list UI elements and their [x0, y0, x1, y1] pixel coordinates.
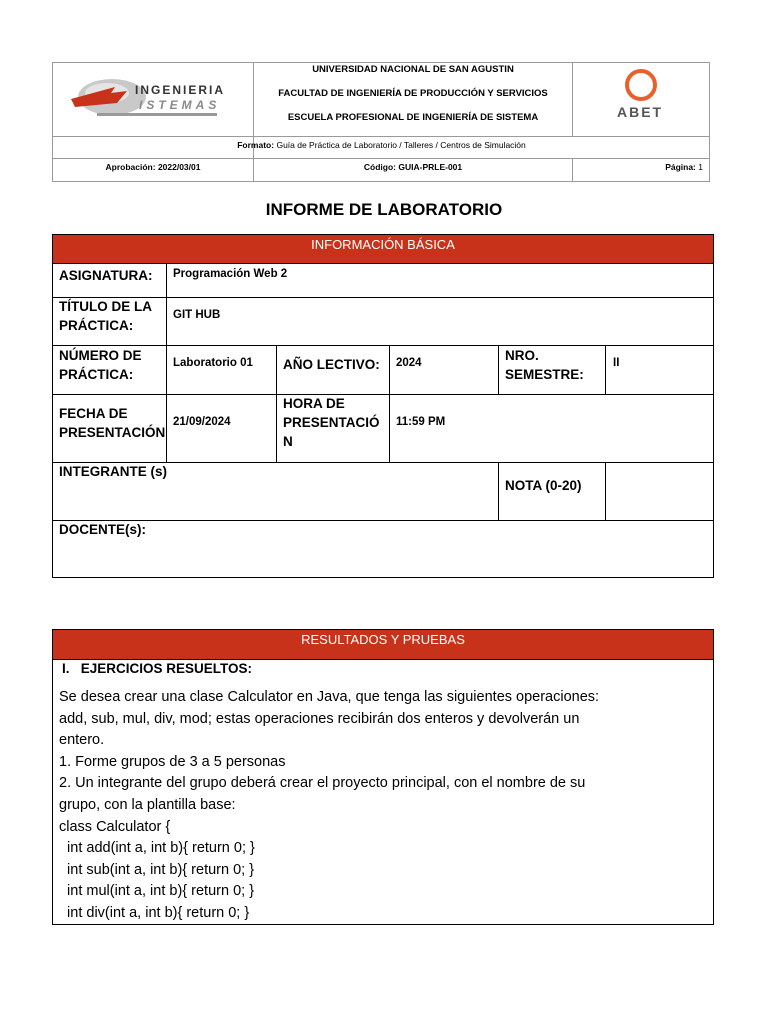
page-value: 1 — [698, 162, 703, 172]
body-line: entero. — [59, 732, 105, 749]
body-line: int sub(int a, int b){ return 0; } — [59, 861, 255, 878]
date-label: FECHA DE PRESENTACIÓN — [59, 406, 166, 440]
body-line: 2. Un integrante del grupo deberá crear el proyecto principal, con el nombre de su — [59, 775, 586, 792]
report-title: INFORME DE LABORATORIO — [265, 200, 503, 219]
format-label: Formato: — [237, 140, 275, 150]
body-line: add, sub, mul, div, mod; estas operaciones recibirán dos enteros y devolverán un — [59, 710, 580, 727]
results-heading: RESULTADOS Y PRUEBAS — [53, 630, 713, 660]
approval-label: Aprobación: — [105, 162, 156, 172]
format-row — [53, 140, 710, 150]
abet-text: ABET — [617, 104, 664, 120]
body-line: 1. Forme grupos de 3 a 5 personas — [59, 753, 286, 770]
semester-label: NRO. SEMESTRE: — [505, 348, 584, 382]
approval-cell — [53, 162, 253, 172]
approval-value: 2022/03/01 — [157, 162, 201, 172]
code-label: Código: — [363, 162, 396, 172]
page-label: Página: — [665, 162, 696, 172]
code-cell — [254, 162, 572, 172]
time-value: 11:59 PM — [396, 416, 446, 428]
code-value: GUIA-PRLE-001 — [398, 162, 463, 172]
body-line: int add(int a, int b){ return 0; } — [59, 840, 255, 857]
subject-label: ASIGNATURA: — [59, 268, 153, 283]
faculty-logo — [67, 73, 242, 125]
university-name: UNIVERSIDAD NACIONAL DE SAN AGUSTIN — [312, 64, 514, 75]
body-line: int mul(int a, int b){ return 0; } — [59, 883, 255, 900]
practice-title-value: GIT HUB — [173, 309, 221, 321]
faculty-name: FACULTAD DE INGENIERÍA DE PRODUCCIÓN Y SERVICIOS — [278, 88, 548, 99]
practice-number-label: NÚMERO DE PRÁCTICA: — [59, 348, 142, 382]
members-label: INTEGRANTE (s) — [59, 464, 167, 479]
section-title: I. EJERCICIOS RESUELTOS: — [62, 661, 253, 676]
basic-info-heading: INFORMACIÓN BÁSICA — [53, 235, 713, 264]
abet-logo — [613, 68, 673, 124]
format-value: Guía de Práctica de Laboratorio / Talleres / Centros de Simulación — [276, 140, 526, 150]
body-line: int div(int a, int b){ return 0; } — [59, 904, 250, 921]
logo-text-ingenieria: INGENIERIA — [135, 83, 226, 97]
grade-label: NOTA (0-20) — [505, 478, 582, 493]
document-header — [52, 62, 710, 182]
grade-value-cell[interactable] — [606, 463, 713, 520]
practice-number-value: Laboratorio 01 — [173, 357, 253, 369]
logo-text-istemas: ISTEMAS — [139, 98, 221, 112]
subject-value: Programación Web 2 — [173, 268, 288, 280]
practice-title-label: TÍTULO DE LA PRÁCTICA: — [59, 299, 152, 333]
teacher-label: DOCENTE(s): — [59, 522, 146, 537]
page-cell — [573, 162, 703, 172]
body-line: grupo, con la plantilla base: — [59, 796, 236, 813]
school-name: ESCUELA PROFESIONAL DE INGENIERÍA DE SISTEMA — [287, 112, 539, 123]
school-year-label: AÑO LECTIVO: — [283, 357, 380, 372]
body-line: Se desea crear una clase Calculator en Java, que tenga las siguientes operaciones: — [59, 689, 600, 705]
time-label: HORA DE PRESENTACIÓ N — [283, 396, 380, 449]
date-value: 21/09/2024 — [173, 416, 231, 428]
school-year-value: 2024 — [396, 357, 422, 369]
results-body — [59, 687, 709, 925]
basic-info-table — [52, 234, 714, 578]
body-line: class Calculator { — [59, 818, 171, 835]
semester-value: II — [613, 357, 620, 369]
